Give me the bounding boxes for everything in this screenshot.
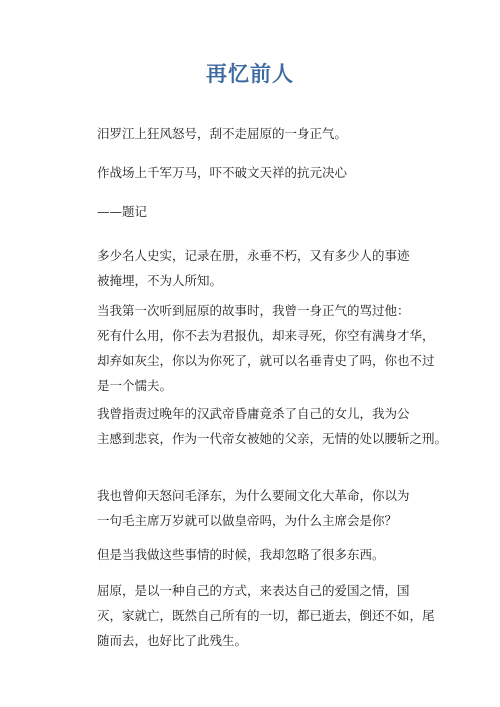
- text-line: 灭，家就亡，既然自己所有的一切，都已逝去，倒还不如，尾: [97, 608, 435, 623]
- paragraph-mao: [97, 483, 422, 533]
- document-title: 再忆前人: [206, 62, 294, 86]
- text-line: 死有什么用，你不去为君报仇，却来寻死，你空有满身才华，: [97, 328, 435, 343]
- text-line: 我也曾仰天怒问毛泽东，为什么要闹文化大革命，你以为: [97, 488, 410, 503]
- text-line: 主感到悲哀，作为一代帝女被她的父亲，无情的处以腰斩之刑。: [97, 431, 448, 446]
- text-line: 我曾指责过晚年的汉武帝昏庸竟杀了自己的女儿，我为公: [97, 406, 410, 421]
- paragraph-quyuan-understanding: [97, 578, 435, 653]
- text-line: 是一个懦夫。: [97, 378, 173, 393]
- text-line: 被掩埋，不为人所知。: [97, 273, 223, 288]
- paragraph-intro: [97, 243, 422, 293]
- text-line: 随而去，也好比了此残生。: [97, 633, 248, 648]
- epigraph-line-2: [97, 160, 422, 185]
- paragraph-hanwudi: [97, 401, 448, 451]
- text-line: 却弃如灰尘，你以为你死了，就可以名垂青史了吗，你也不过: [97, 353, 435, 368]
- text-line: 一句毛主席万岁就可以做皇帝吗，为什么主席会是你？: [97, 513, 398, 528]
- text-line: 当我第一次听到屈原的故事时，我曾一身正气的骂过他：: [97, 303, 410, 318]
- text-line: 汨罗江上狂风怒号，刮不走屈原的一身正气。: [97, 126, 348, 141]
- epigraph-attribution: [97, 199, 422, 224]
- epigraph-line-1: [97, 121, 422, 146]
- paragraph-quyuan-criticism: [97, 298, 435, 398]
- paragraph-reflection: [97, 542, 422, 567]
- text-line: 屈原，是以一种自己的方式，来表达自己的爱国之情，国: [97, 583, 410, 598]
- text-line: 但是当我做这些事情的时候，我却忽略了很多东西。: [97, 547, 385, 562]
- text-line: 作战场上千军万马，吓不破文天祥的抗元决心: [97, 165, 348, 180]
- text-line: 多少名人史实，记录在册，永垂不朽，又有多少人的事迹: [97, 248, 410, 263]
- text-line: ——题记: [97, 204, 148, 219]
